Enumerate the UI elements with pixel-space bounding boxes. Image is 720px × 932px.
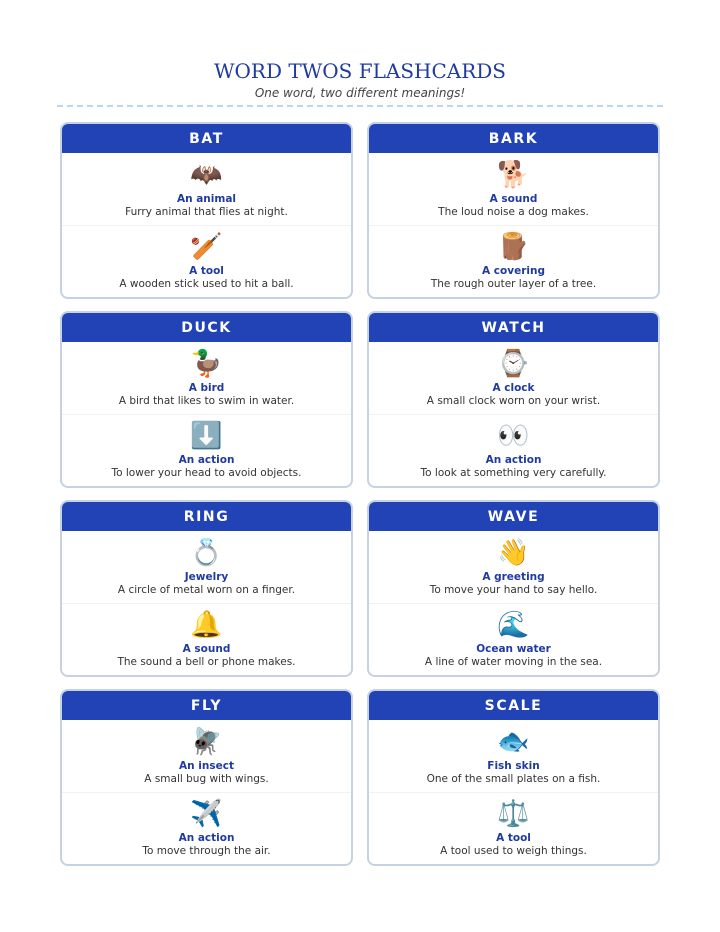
meaning-label: An action bbox=[485, 454, 542, 467]
meaning-item bbox=[62, 792, 351, 865]
meaning-description: A small bug with wings. bbox=[144, 772, 269, 785]
meaning-label: Fish skin bbox=[487, 759, 540, 772]
meaning-description: A line of water moving in the sea. bbox=[424, 656, 603, 669]
meaning-label: An action bbox=[178, 832, 235, 845]
meaning-description: A circle of metal worn on a finger. bbox=[117, 583, 296, 596]
meaning-item bbox=[62, 342, 351, 414]
meaning-label: An insect bbox=[179, 759, 234, 772]
meaning-item bbox=[62, 225, 351, 298]
meaning-description: To move through the air. bbox=[142, 845, 271, 858]
fly-insect-icon: 🪰 bbox=[190, 726, 223, 757]
meaning-description: One of the small plates on a fish. bbox=[426, 772, 601, 785]
flashcard bbox=[60, 500, 353, 677]
page-subtitle: One word, two different meanings! bbox=[254, 86, 466, 100]
meaning-item bbox=[62, 603, 351, 676]
meaning-description: The loud noise a dog makes. bbox=[438, 205, 589, 218]
meaning-item bbox=[62, 153, 351, 225]
meaning-item bbox=[369, 342, 658, 414]
meaning-label: A covering bbox=[482, 265, 545, 278]
flashcard-word: DUCK bbox=[62, 313, 351, 342]
cricket-bat-icon: 🏏 bbox=[190, 232, 223, 263]
meaning-label: A tool bbox=[189, 265, 224, 278]
meaning-item bbox=[369, 531, 658, 603]
water-wave-icon: 🌊 bbox=[497, 610, 530, 641]
meaning-label: An animal bbox=[176, 192, 237, 205]
meaning-description: A small clock worn on your wrist. bbox=[426, 394, 601, 407]
airplane-icon: ✈️ bbox=[190, 799, 223, 830]
flashcard bbox=[60, 122, 353, 299]
wristwatch-icon: ⌚ bbox=[497, 348, 530, 379]
meaning-label: Jewelry bbox=[184, 570, 229, 583]
meaning-description: To lower your head to avoid objects. bbox=[111, 467, 302, 480]
meaning-label: Ocean water bbox=[476, 643, 551, 656]
flashcard bbox=[60, 311, 353, 488]
flashcard bbox=[367, 500, 660, 677]
flashcard-word: RING bbox=[62, 502, 351, 531]
balance-scale-icon: ⚖️ bbox=[497, 799, 530, 830]
flashcard-word: BAT bbox=[62, 124, 351, 153]
flashcard bbox=[60, 689, 353, 866]
flashcard bbox=[367, 689, 660, 866]
meaning-item bbox=[369, 153, 658, 225]
dashed-divider bbox=[57, 105, 663, 107]
meaning-item bbox=[62, 720, 351, 792]
flashcard-word: WAVE bbox=[369, 502, 658, 531]
meaning-description: To look at something very carefully. bbox=[420, 467, 607, 480]
page-header bbox=[0, 58, 720, 101]
meaning-description: The sound a bell or phone makes. bbox=[117, 656, 296, 669]
meaning-description: A tool used to weigh things. bbox=[440, 845, 587, 858]
eyes-icon: 👀 bbox=[497, 421, 530, 452]
meaning-item bbox=[62, 414, 351, 487]
meaning-item bbox=[62, 531, 351, 603]
meaning-item bbox=[369, 603, 658, 676]
meaning-description: A bird that likes to swim in water. bbox=[118, 394, 295, 407]
meaning-item bbox=[369, 414, 658, 487]
fish-icon: 🐟 bbox=[497, 726, 530, 757]
waving-hand-icon: 👋 bbox=[497, 537, 530, 568]
meaning-label: A tool bbox=[496, 832, 531, 845]
flashcard bbox=[367, 122, 660, 299]
flashcard-word: WATCH bbox=[369, 313, 658, 342]
flashcard bbox=[367, 311, 660, 488]
page-title: WORD TWOS FLASHCARDS bbox=[213, 59, 507, 83]
meaning-description: The rough outer layer of a tree. bbox=[430, 278, 597, 291]
meaning-description: Furry animal that flies at night. bbox=[125, 205, 288, 218]
meaning-item bbox=[369, 792, 658, 865]
dog-icon: 🐕 bbox=[497, 159, 530, 190]
down-arrow-icon: ⬇️ bbox=[190, 421, 223, 452]
meaning-label: A clock bbox=[492, 381, 535, 394]
meaning-label: A sound bbox=[489, 192, 538, 205]
meaning-item bbox=[369, 720, 658, 792]
meaning-label: A sound bbox=[182, 643, 231, 656]
meaning-description: To move your hand to say hello. bbox=[429, 583, 598, 596]
meaning-description: A wooden stick used to hit a ball. bbox=[119, 278, 294, 291]
flashcard-grid bbox=[60, 122, 660, 866]
meaning-label: A greeting bbox=[482, 570, 545, 583]
bat-icon: 🦇 bbox=[190, 159, 223, 190]
bell-icon: 🔔 bbox=[190, 610, 223, 641]
meaning-label: An action bbox=[178, 454, 235, 467]
ring-icon: 💍 bbox=[190, 537, 223, 568]
duck-icon: 🦆 bbox=[190, 348, 223, 379]
wood-log-icon: 🪵 bbox=[497, 232, 530, 263]
flashcard-word: BARK bbox=[369, 124, 658, 153]
flashcard-word: FLY bbox=[62, 691, 351, 720]
meaning-item bbox=[369, 225, 658, 298]
meaning-label: A bird bbox=[188, 381, 225, 394]
flashcard-word: SCALE bbox=[369, 691, 658, 720]
